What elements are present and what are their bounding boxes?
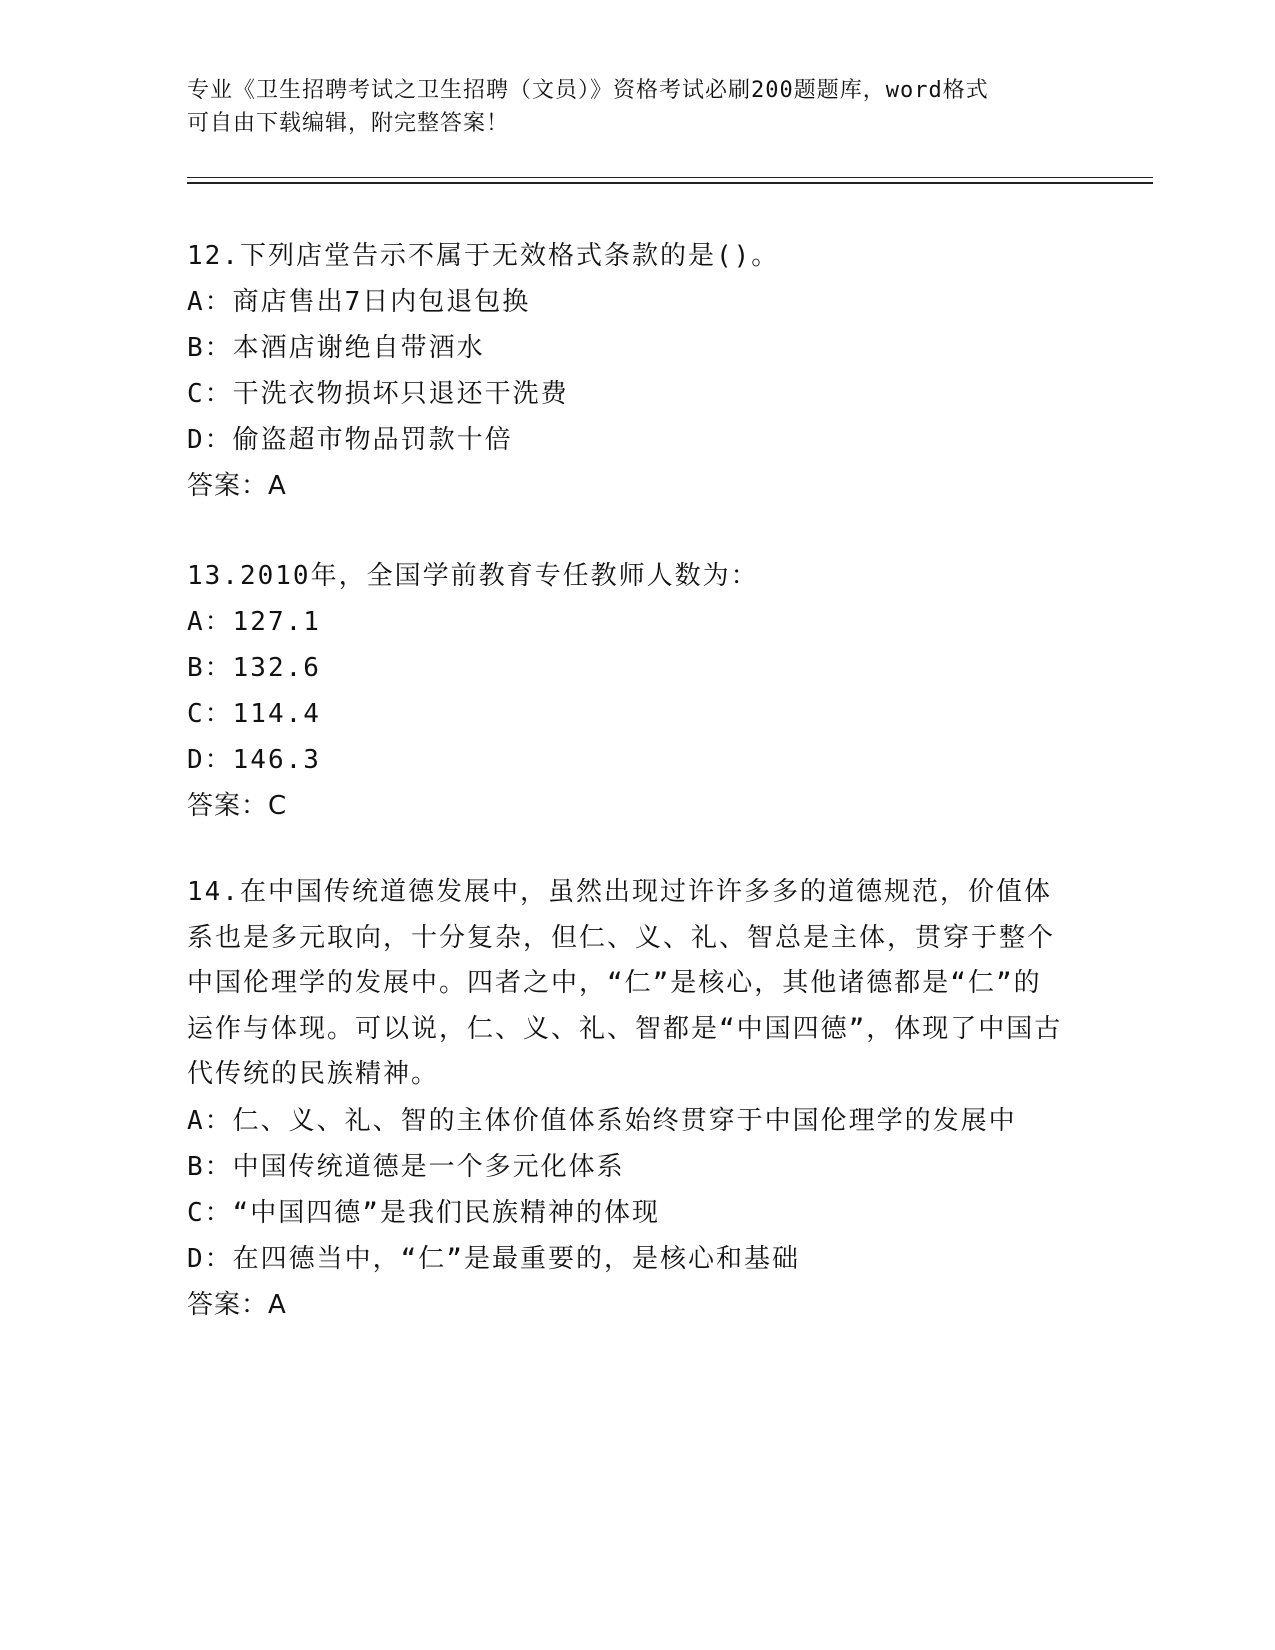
option-c: C：“中国四德”是我们民族精神的体现 bbox=[187, 1197, 660, 1228]
header-line-2: 可自由下载编辑，附完整答案！ bbox=[187, 111, 510, 136]
document-header bbox=[187, 74, 1067, 140]
option-b: B：本酒店谢绝自带酒水 bbox=[187, 333, 485, 363]
question-block bbox=[187, 870, 1067, 1328]
answer-line: 答案：C bbox=[187, 791, 288, 821]
option-a: A：商店售出7日内包退包换 bbox=[187, 287, 531, 317]
answer-line: 答案：A bbox=[187, 1289, 287, 1320]
question-stem: 13.2010年，全国学前教育专任教师人数为： bbox=[187, 561, 759, 591]
option-c: C：114.4 bbox=[187, 699, 321, 729]
option-a: A：127.1 bbox=[187, 607, 321, 637]
option-d: D：在四德当中，“仁”是最重要的，是核心和基础 bbox=[187, 1243, 800, 1274]
question-block bbox=[187, 233, 1087, 509]
question-block bbox=[187, 553, 1087, 829]
option-a: A：仁、义、礼、智的主体价值体系始终贯穿于中国伦理学的发展中 bbox=[187, 1105, 1017, 1136]
option-d: D：偷盗超市物品罚款十倍 bbox=[187, 425, 513, 455]
question-stem: 12.下列店堂告示不属于无效格式条款的是()。 bbox=[187, 241, 780, 271]
option-c: C：干洗衣物损坏只退还干洗费 bbox=[187, 379, 569, 409]
option-b: B：132.6 bbox=[187, 653, 321, 683]
header-line-1: 专业《卫生招聘考试之卫生招聘（文员）》资格考试必刷200题题库，word格式 bbox=[187, 78, 989, 103]
header-divider-thin bbox=[187, 177, 1153, 178]
option-b: B：中国传统道德是一个多元化体系 bbox=[187, 1151, 625, 1182]
question-stem: 14.在中国传统道德发展中，虽然出现过许许多多的道德规范，价值体系也是多元取向，十分复杂，但仁、义、礼、智总是主体，贯穿于整个中国伦理学的发展中。四者之中，“仁”是核心，其他诸德都是“仁”的运作与体现。可以说，仁、义、礼、智都是“中国四德”，体现了中国古代传统的民族精神。 bbox=[187, 877, 1063, 1089]
answer-line: 答案：A bbox=[187, 471, 287, 501]
option-d: D：146.3 bbox=[187, 745, 321, 775]
header-divider-thick bbox=[187, 182, 1153, 184]
